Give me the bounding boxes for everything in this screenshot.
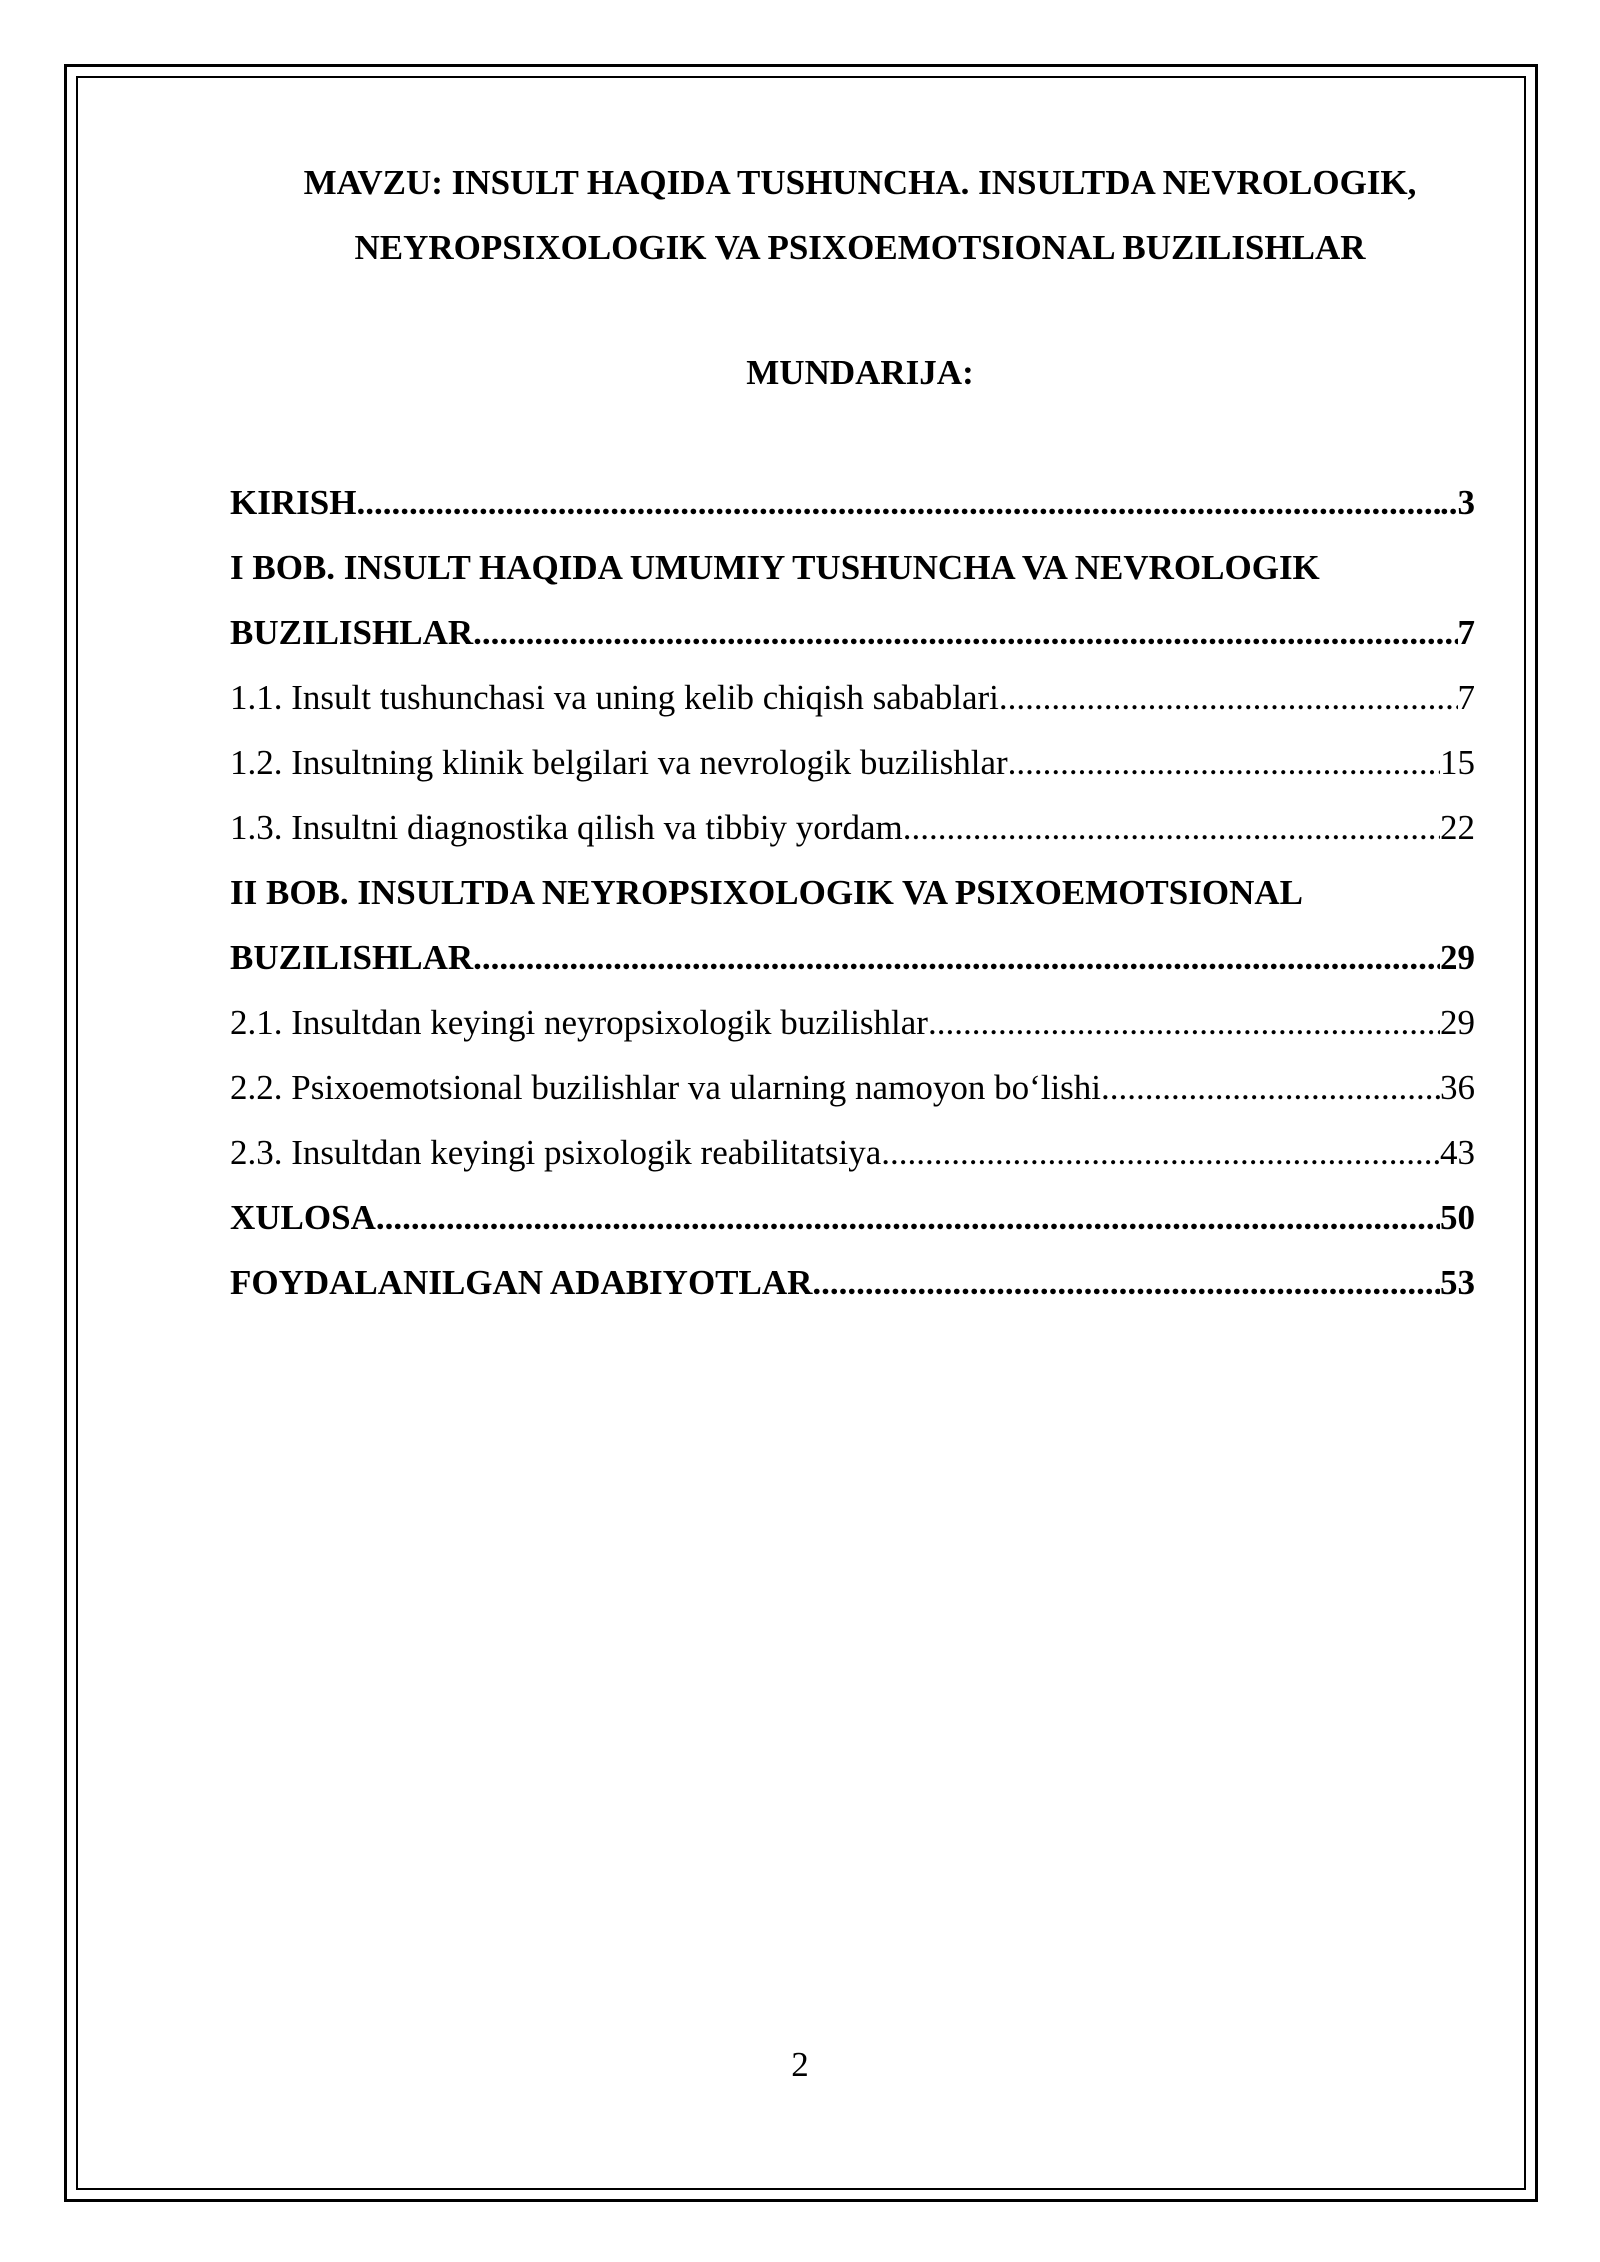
toc-leader-dots [1101,1055,1440,1120]
toc-leader-dots [928,990,1440,1055]
toc-entry-chapter-1[interactable] [230,600,1475,665]
toc-leader-dots [812,1250,1440,1315]
toc-chapter-2-title[interactable]: II BOB. INSULTDA NEYROPSIXOLOGIK VA PSIXOEMOTSIONAL [230,873,1303,912]
toc-entry-page: 43 [1440,1133,1475,1172]
toc-chapter-1-title[interactable]: I BOB. INSULT HAQIDA UMUMIY TUSHUNCHA VA NEVROLOGIK [230,548,1320,587]
toc-entry-label: 1.1. Insult tushunchasi va uning kelib chiqish sabablari [230,678,999,717]
document-title [230,150,1490,280]
toc-entry-page: 22 [1440,808,1475,847]
toc-entry-xulosa[interactable] [230,1185,1475,1250]
toc-leader-dots [999,665,1458,730]
table-of-contents [230,470,1475,1315]
toc-entry-label: XULOSA [230,1198,376,1237]
toc-entry-page: 15 [1440,743,1475,782]
toc-entry-2-1[interactable] [230,990,1475,1055]
toc-entry-1-3[interactable] [230,795,1475,860]
toc-entry-kirish[interactable] [230,470,1475,535]
toc-entry-page: 50 [1440,1198,1475,1237]
toc-entry-page: ..3 [1440,483,1475,522]
toc-entry-label: 2.3. Insultdan keyingi psixologik reabilitatsiya [230,1133,882,1172]
toc-leader-dots [473,600,1457,665]
toc-entry-label: 1.3. Insultni diagnostika qilish va tibbiy yordam [230,808,903,847]
toc-entry-label: 1.2. Insultning klinik belgilari va nevrologik buzilishlar [230,743,1008,782]
page-number: 2 [791,2045,809,2084]
toc-leader-dots [881,1120,1440,1185]
toc-entry-adabiyotlar[interactable] [230,1250,1475,1315]
toc-entry-page: 29 [1440,1003,1475,1042]
title-line-2: NEYROPSIXOLOGIK VA PSIXOEMOTSIONAL BUZILISHLAR [354,228,1366,267]
toc-entry-chapter-2[interactable] [230,925,1475,990]
toc-entry-page: 36 [1440,1068,1475,1107]
title-line-1: MAVZU: INSULT HAQIDA TUSHUNCHA. INSULTDA NEVROLOGIK, [303,163,1417,202]
toc-entry-1-2[interactable] [230,730,1475,795]
toc-entry-label: KIRISH [230,483,357,522]
toc-entry-page: 7 [1457,613,1475,652]
toc-entry-label: 2.1. Insultdan keyingi neyropsixologik buzilishlar [230,1003,928,1042]
toc-entry-2-3[interactable] [230,1120,1475,1185]
toc-entry-1-1[interactable] [230,665,1475,730]
toc-entry-2-2[interactable] [230,1055,1475,1120]
toc-leader-dots [356,470,1440,535]
toc-entry-label: BUZILISHLAR [230,938,474,977]
toc-entry-label: FOYDALANILGAN ADABIYOTLAR [230,1263,813,1302]
toc-entry-page: 7 [1457,678,1475,717]
toc-heading: MUNDARIJA: [746,353,974,392]
toc-entry-label: 2.2. Psixoemotsional buzilishlar va ularning namoyon bo‘lishi [230,1068,1102,1107]
toc-leader-dots [376,1185,1440,1250]
toc-leader-dots [903,795,1440,860]
toc-leader-dots [473,925,1440,990]
toc-leader-dots [1008,730,1440,795]
toc-entry-label: BUZILISHLAR [230,613,474,652]
toc-entry-page: 29 [1440,938,1475,977]
toc-entry-page: 53 [1440,1263,1475,1302]
